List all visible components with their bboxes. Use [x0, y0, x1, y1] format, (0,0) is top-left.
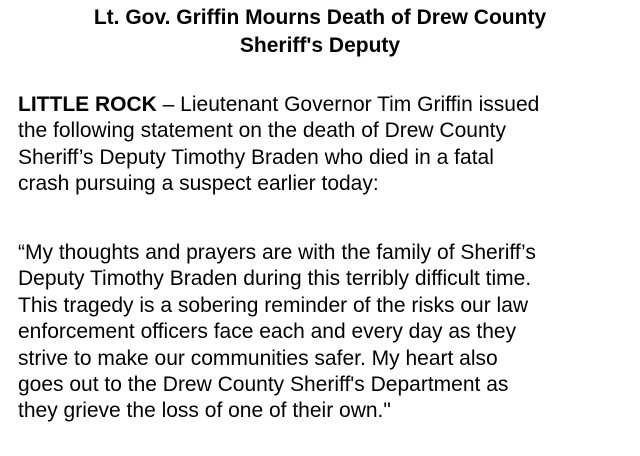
quote-line-7: they grieve the loss of one of their own." — [18, 399, 391, 423]
intro-line-4: crash pursuing a suspect earlier today: — [18, 172, 379, 196]
intro-paragraph — [18, 92, 633, 198]
quote-line-3: This tragedy is a sobering reminder of the risks our law — [18, 293, 529, 317]
intro-line-2: the following statement on the death of Drew County — [18, 119, 506, 143]
quote-line-6: goes out to the Drew County Sheriff's Department as — [18, 373, 509, 397]
intro-line-1 — [18, 92, 633, 118]
intro-line-3: Sheriff’s Deputy Timothy Braden who died in a fatal — [18, 145, 494, 169]
quote-line-1: “My thoughts and prayers are with the family of Sheriff’s — [18, 241, 536, 264]
intro-line-1-text: – Lieutenant Governor Tim Griffin issued — [156, 93, 540, 116]
dateline: LITTLE ROCK — [18, 93, 157, 116]
headline-line-2: Sheriff's Deputy — [239, 34, 401, 57]
quote-line-4: enforcement officers face each and every day as they — [18, 320, 517, 344]
quote-line-5: strive to make our communities safer. My heart also — [18, 346, 498, 370]
quote-line-2: Deputy Timothy Braden during this terribly difficult time. — [18, 267, 532, 291]
quote-paragraph — [18, 240, 633, 425]
headline-line-1: Lt. Gov. Griffin Mourns Death of Drew County — [93, 6, 547, 29]
